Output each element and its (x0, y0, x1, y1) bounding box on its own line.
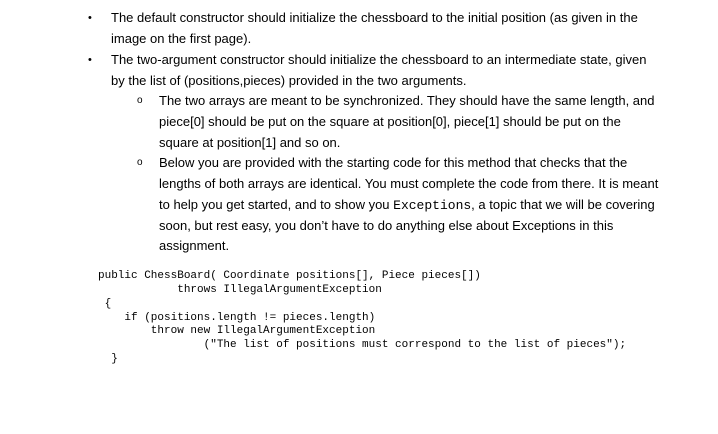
code-line-5: throw new IllegalArgumentException (98, 325, 376, 337)
subitem-1-line-1: The two arrays are meant to be synchronized. They should have the same length, and (159, 93, 655, 108)
subitem-1-line-3: square at position[1] and so on. (159, 135, 341, 150)
subitem-2-line-4: soon, but rest easy, you don’t have to do anything else about Exceptions in this (159, 218, 614, 233)
subitem-2-line-5: assignment. (159, 238, 230, 253)
exceptions-code-term: Exceptions (393, 198, 472, 213)
code-line-1: public ChessBoard( Coordinate positions[], Piece pieces[]) (98, 270, 481, 282)
subitem-2-line-2: lengths of both arrays are identical. You must complete the code from there. It is meant (159, 176, 659, 191)
subitem-2-line-3 (159, 195, 655, 217)
code-line-6: ("The list of positions must correspond to the list of pieces"); (98, 339, 627, 351)
sub-bullet-marker: o (137, 95, 143, 106)
sub-bullet-marker: o (137, 157, 143, 168)
bullet-marker: • (88, 12, 92, 24)
subitem-2-line-3-before: to help you get started, and to show you (159, 197, 394, 212)
code-line-2: throws IllegalArgumentException (98, 284, 382, 296)
bullet-2-line-2: by the list of (positions,pieces) provided in the two arguments. (111, 73, 467, 88)
bullet-2-line-1: The two-argument constructor should initialize the chessboard to an intermediate state, given (111, 52, 647, 67)
code-line-7: } (98, 353, 118, 365)
bullet-1-line-2: image on the first page). (111, 31, 252, 46)
code-line-4: if (positions.length != pieces.length) (98, 312, 376, 324)
subitem-2-line-1: Below you are provided with the starting code for this method that checks that the (159, 155, 628, 170)
subitem-2-line-3-after: , a topic that we will be covering (471, 197, 655, 212)
bullet-1-line-1: The default constructor should initialize the chessboard to the initial position (as given in the (111, 10, 638, 25)
bullet-marker: • (88, 54, 92, 66)
subitem-1-line-2: piece[0] should be put on the square at position[0], piece[1] should be put on the (159, 114, 621, 129)
code-line-3: { (98, 298, 112, 310)
